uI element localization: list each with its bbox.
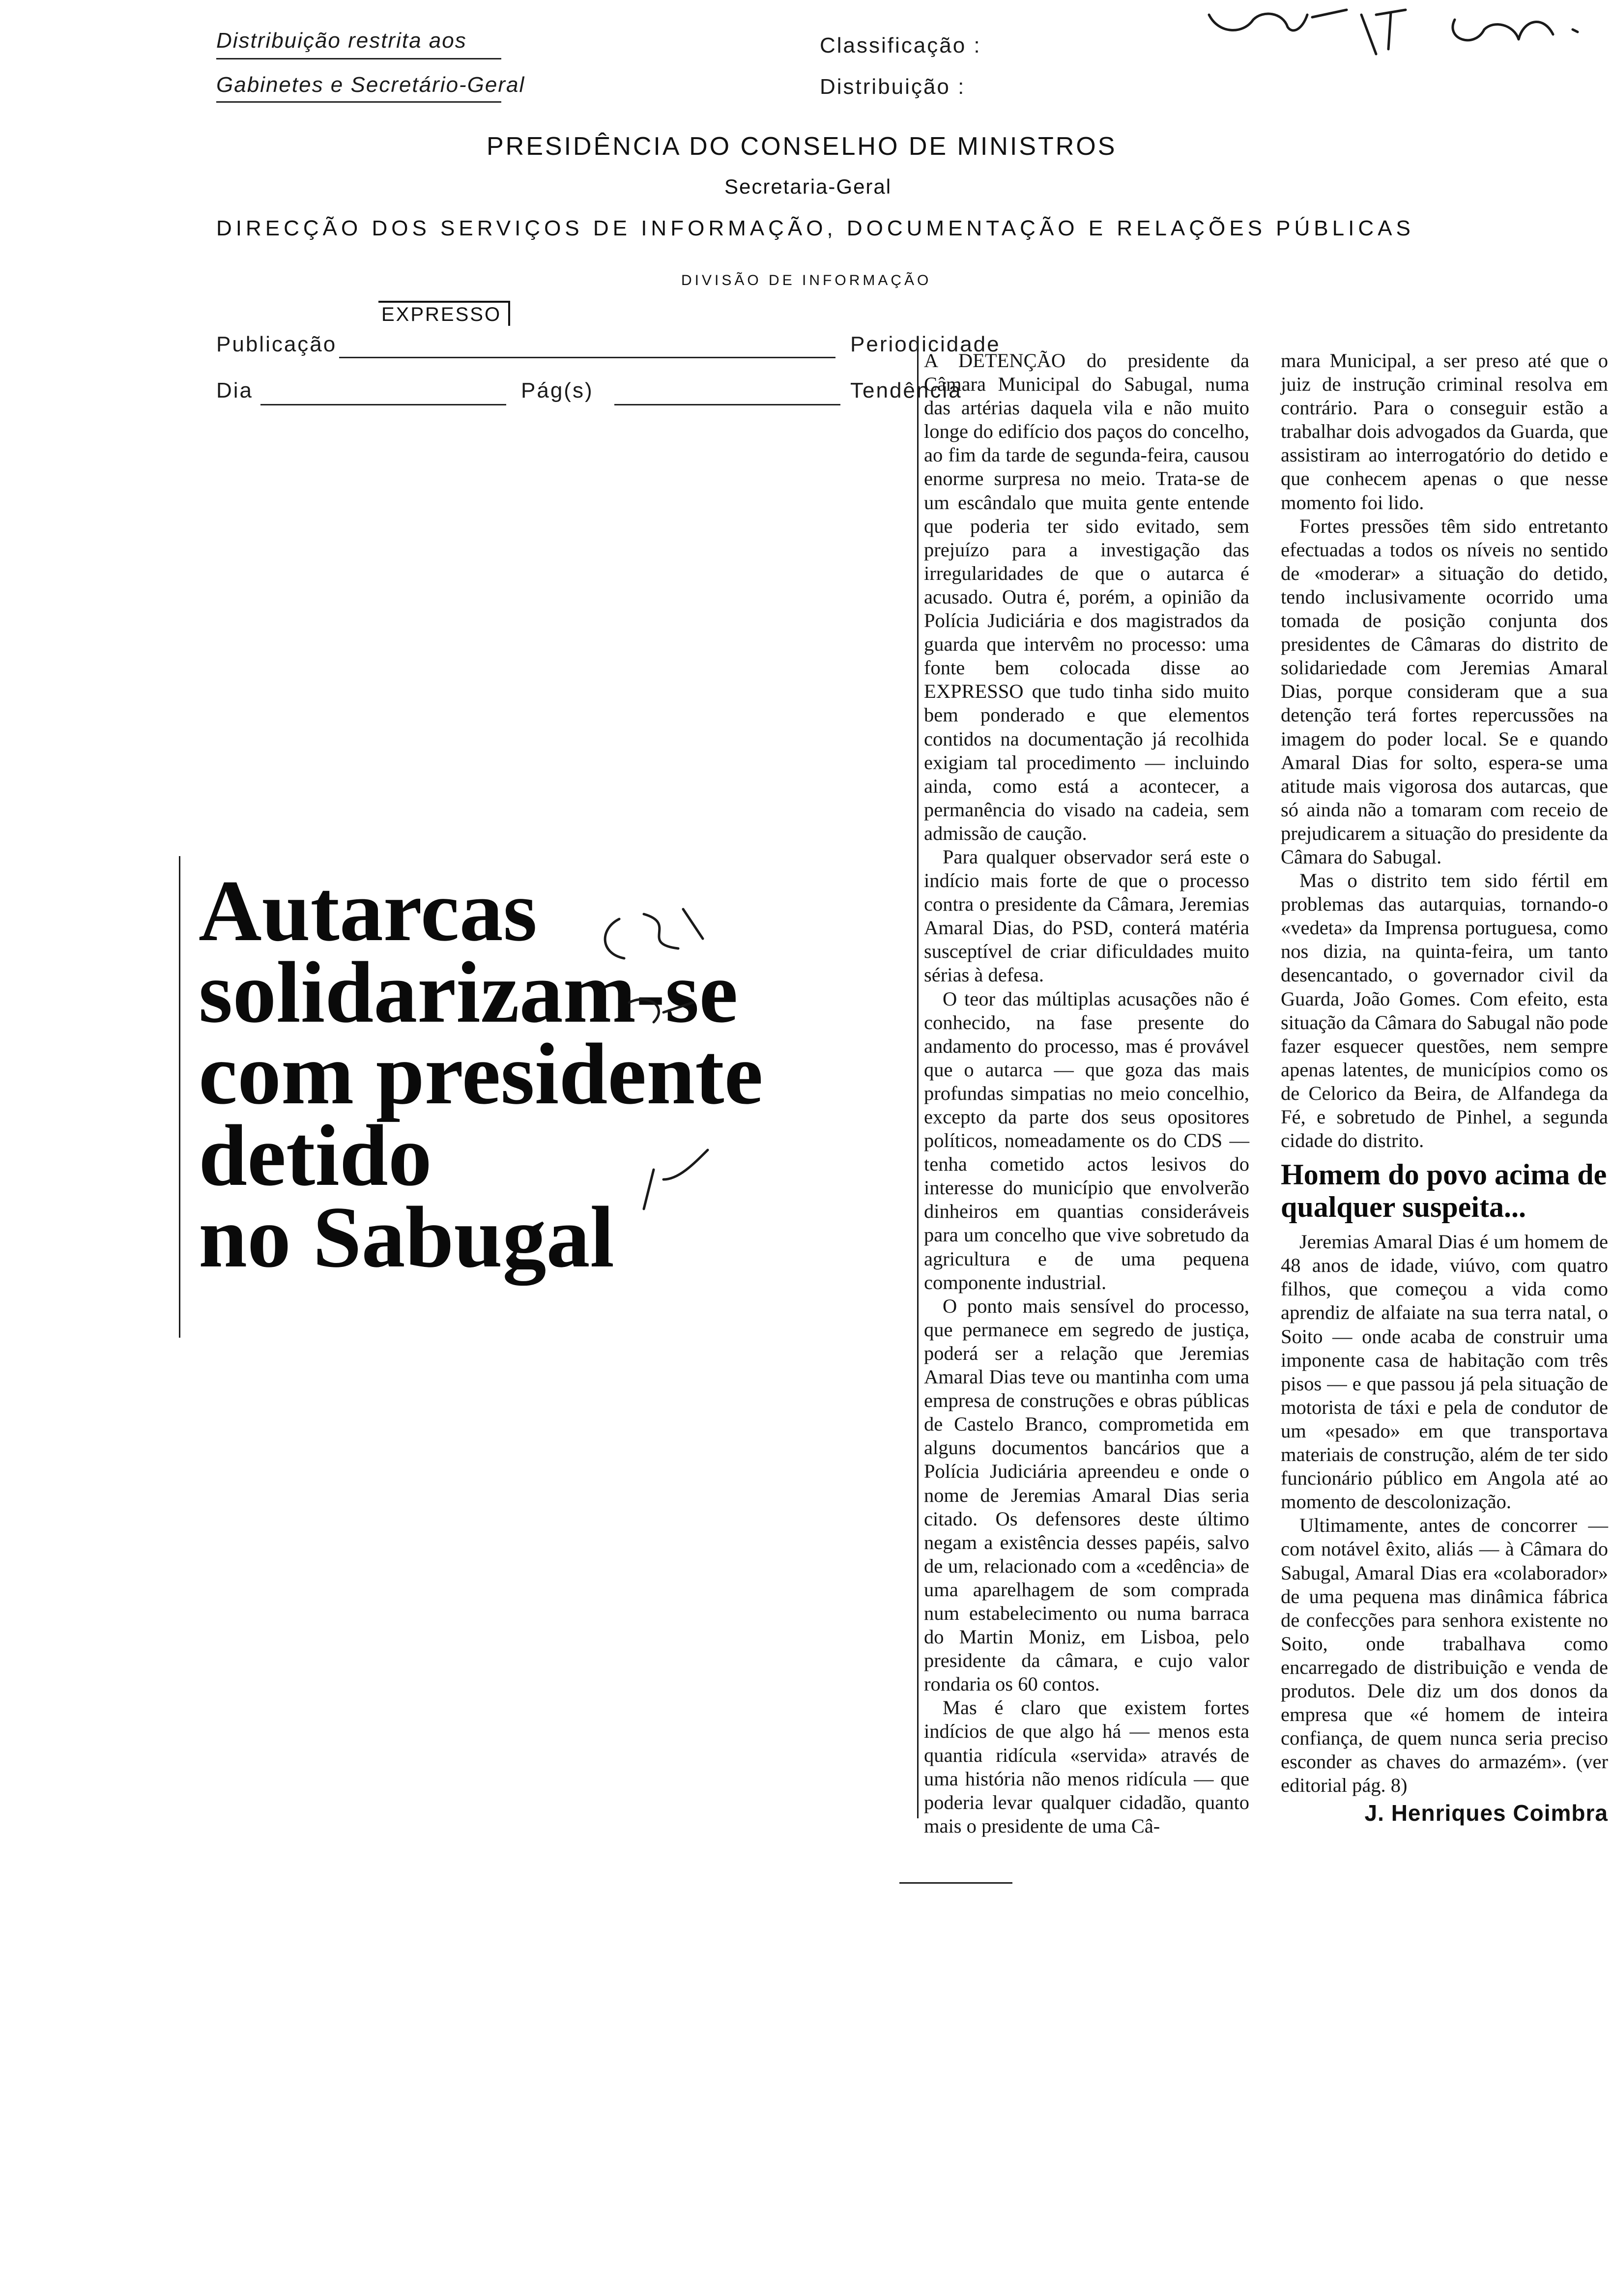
pags-field-line <box>614 404 840 405</box>
paragraph: O ponto mais sensível do processo, que permanece em segredo de justiça, poderá ser a relação que Jeremias Amaral Dias teve ou mantinha com uma empresa de construções e obras públicas de Castelo Branco, comprometida em alguns documentos bancários que a Polícia Judiciária apreendeu e onde o nome de Jeremias Amaral Dias seria citado. Os defensores deste último negam a existência desses papéis, salvo de um, relacionado com a «cedência» de uma aparelhagem de som comprada num estabelecimento ou numa barraca do Martin Moniz, em Lisboa, pelo presidente da câmara, e cujo valor rondaria os 60 contos. <box>924 1294 1249 1695</box>
periodicidade-label: Periodicidade <box>850 332 1001 356</box>
paragraph: Mas é claro que existem fortes indícios de que algo há — menos esta quantia ridícula «servida» através de uma história não menos ridícula — que poderia levar qualquer cidadão, quanto mais o presidente de uma Câ- <box>924 1696 1249 1837</box>
divider <box>216 58 501 59</box>
headline-line: solidarizam-se <box>199 944 738 1041</box>
secretaria-subtitle: Secretaria-Geral <box>724 175 892 198</box>
article-column-1 <box>924 349 1249 1838</box>
distribution-restriction-line1: Distribuição restrita aos <box>216 29 467 53</box>
headline-line: Autarcas <box>199 862 537 959</box>
headline-line: detido <box>199 1107 432 1204</box>
end-rule <box>899 1882 1012 1884</box>
division-title: DIVISÃO DE INFORMAÇÃO <box>681 272 932 288</box>
paragraph: Mas o distrito tem sido fértil em problemas das autarquias, tornando-o «vedeta» da Imprensa portuguesa, como nos dizia, na quinta-feira, um tanto desencantado, o governador civil da Guarda, João Gomes. Com efeito, esta situação da Câmara do Sabugal não pode fazer esquecer questões, nem sempre apenas latentes, de municípios como os de Celorico da Beira, de Alfandega da Fé, e sobretudo de Pinhel, a segunda cidade do distrito. <box>1281 869 1608 1152</box>
handwritten-annotation <box>580 904 757 1219</box>
tendencia-label: Tendência <box>850 378 962 402</box>
publicacao-label: Publicação <box>216 332 337 356</box>
headline-line: com presidente <box>199 1025 763 1122</box>
direction-title: DIRECÇÃO DOS SERVIÇOS DE INFORMAÇÃO, DOCUMENTAÇÃO E RELAÇÕES PÚBLICAS <box>216 216 1414 240</box>
headline-line: no Sabugal <box>199 1188 614 1286</box>
ministry-title: PRESIDÊNCIA DO CONSELHO DE MINISTROS <box>487 132 1117 161</box>
paragraph: Fortes pressões têm sido entretanto efectuadas a todos os níveis no sentido de «moderar» a situação do detido, tendo inclusivamente ocorrido uma tomada de posição conjunta dos presidentes de Câmaras do distrito de solidariedade com Jeremias Amaral Dias, porque consideram que a sua detenção terá fortes repercussões na imagem do poder local. Se e quando Amaral Dias for solto, espera-se uma atitude mais vigorosa dos autarcas, que só ainda não a tomaram com receio de prejudicarem a situação do presidente da Câmara do Sabugal. <box>1281 515 1608 868</box>
distribuicao-label: Distribuição : <box>820 75 966 99</box>
paragraph: O teor das múltiplas acusações não é conhecido, na fase presente do andamento do processo, mas é provável que o autarca — que goza das mais profundas simpatias no meio concelhio, excepto da parte dos seus opositores políticos, nomeadamente os do CDS — tenha cometido actos lesivos do interesse do município que envolverão dinheiros em quantias consideráveis para um concelho que vive sobretudo da agricultura e de uma pequena componente industrial. <box>924 987 1249 1293</box>
distribution-restriction-line2: Gabinetes e Secretário-Geral <box>216 73 525 97</box>
publicacao-field-line <box>339 357 835 358</box>
dia-label: Dia <box>216 378 254 402</box>
subheading: Homem do povo acima de qualquer suspeita... <box>1281 1158 1607 1224</box>
byline: J. Henriques Coimbra <box>1364 1800 1608 1826</box>
column-rule <box>917 344 919 1818</box>
publication-stamp: EXPRESSO <box>378 301 510 326</box>
paragraph: Ultimamente, antes de concorrer — com notável êxito, aliás — à Câmara do Sabugal, Amaral Dias era «colaborador» de uma pequena mas dinâmica fábrica de confecções para senhora existente no Soito, onde trabalhava como encarregado de distribuição e venda de produtos. Dele diz um dos donos da empresa que «é homem de inteira confiança, de quem nunca seria preciso esconder as chaves do armazém». (ver editorial pág. 8) <box>1281 1514 1608 1797</box>
paragraph: A DETENÇÃO do presidente da Câmara Municipal do Sabugal, numa das artérias daquela vila e não muito longe do edifício dos paços do concelho, ao fim da tarde de segunda-feira, causou enorme surpresa no meio. Trata-se de um escândalo que muita gente entende que poderia ter sido evitado, sem prejuízo para a investigação das irregularidades de que o autarca é acusado. Outra é, porém, a opinião da Polícia Judiciária e dos magistrados da guarda que intervêm no processo: uma fonte bem colocada disse ao EXPRESSO que tudo tinha sido muito bem ponderado e que elementos contidos na documentação já recolhida exigiam tal procedimento — incluindo ainda, como está a acontecer, a permanência do visado na cadeia, sem admissão de caução. <box>924 349 1249 844</box>
pags-label: Pág(s) <box>521 378 594 402</box>
classificacao-label: Classificação : <box>820 33 981 57</box>
divider <box>216 101 501 103</box>
paragraph: mara Municipal, a ser preso até que o juiz de instrução criminal resolva em contrário. Para o conseguir estão a trabalhar dois advogados da Guarda, que assistiram ao interrogatório do detido e que conhecem apenas o que nesse momento foi lido. <box>1281 349 1608 514</box>
article-column-2 <box>1281 349 1608 1825</box>
headline-left-rule <box>179 856 180 1338</box>
paragraph: Jeremias Amaral Dias é um homem de 48 anos de idade, viúvo, com quatro filhos, que começou a vida como aprendiz de alfaiate na sua terra natal, o Soito — onde acaba de construir uma imponente casa de habitação com três pisos — e que passou já pela situação de motorista de táxi e pela de condutor de um «pesado» em que transportava materiais de construção, além de ter sido funcionário público em Angola até ao momento de descolonização. <box>1281 1231 1608 1513</box>
dia-field-line <box>260 404 506 405</box>
handwritten-note <box>1199 0 1602 69</box>
paragraph: Para qualquer observador será este o indício mais forte de que o processo contra o presidente da Câmara, Jeremias Amaral Dias, do PSD, conterá matéria susceptível de criar dificuldades muito sérias à defesa. <box>924 845 1249 986</box>
